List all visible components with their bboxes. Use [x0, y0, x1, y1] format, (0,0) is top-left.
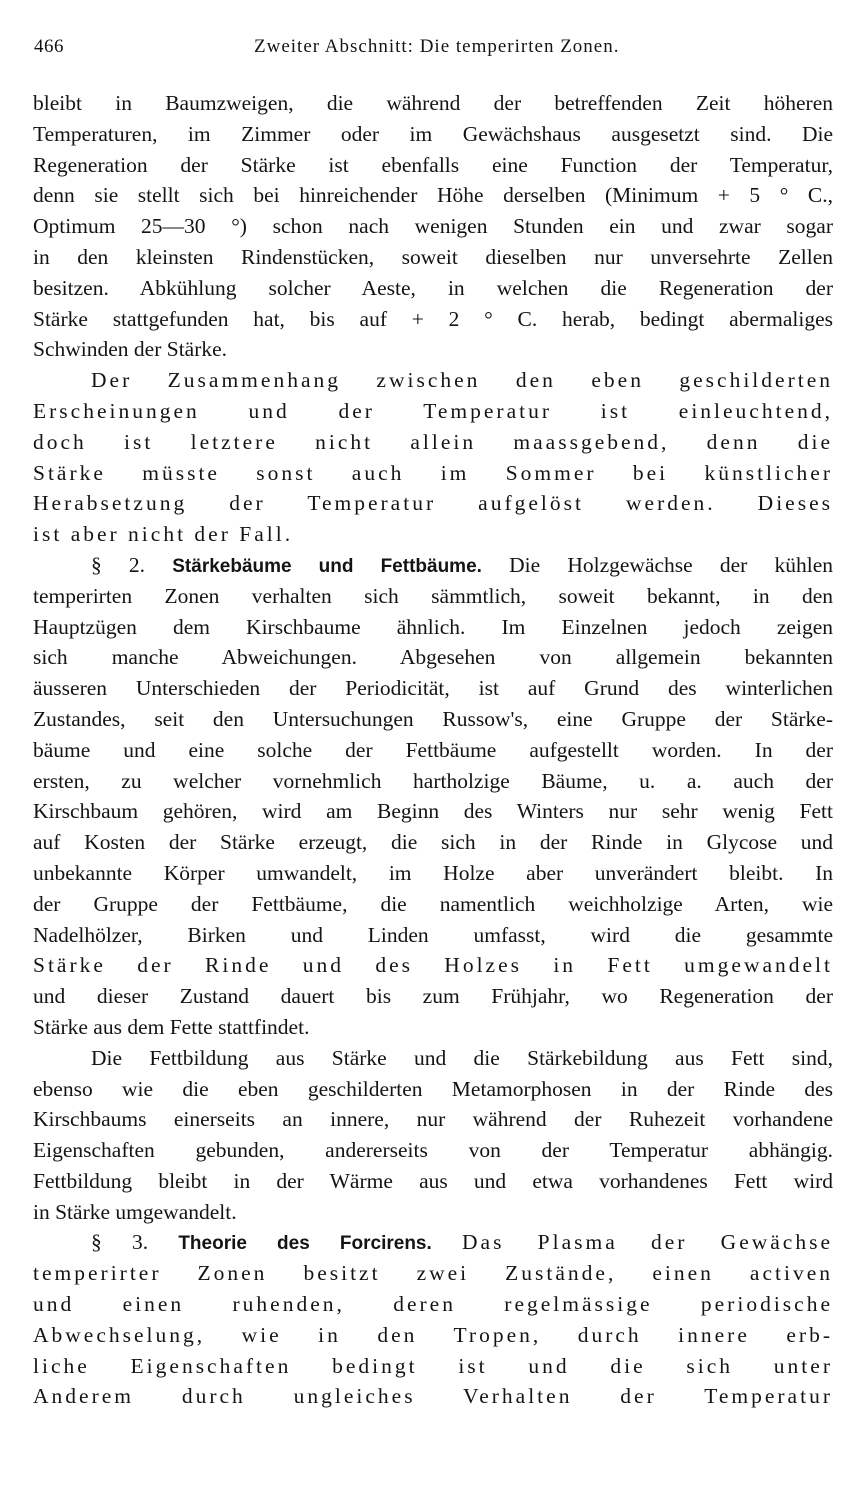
text-line: Nadelhölzer, Birken und Linden umfasst, wird die gesammte [33, 922, 833, 947]
text-line: Abwechselung, wie in den Tropen, durch innere erb- [33, 1322, 833, 1347]
text-line: ist aber nicht der Fall. [33, 522, 294, 547]
text-line: Stärke müsste sonst auch im Sommer bei künstlicher [33, 460, 833, 485]
text-line: ebenso wie die eben geschilderten Metamorphosen in der Rinde des [33, 1076, 833, 1101]
text-line: Eigenschaften gebunden, andererseits von der Temperatur abhängig. [33, 1138, 833, 1163]
section-text: Das Plasma der Gewächse [462, 1230, 833, 1255]
text-line: Regeneration der Stärke ist ebenfalls eine Function der Temperatur, [33, 152, 833, 177]
text-line: auf Kosten der Stärke erzeugt, die sich in der Rinde in Glycose und [33, 830, 833, 855]
text-line: Kirschbaum gehören, wird am Beginn des Winters nur sehr wenig Fett [33, 799, 833, 824]
section-heading: Theorie des Forcirens. [178, 1233, 432, 1255]
text-line: der Gruppe der Fettbäume, die namentlich weichholzige Arten, wie [33, 891, 833, 916]
text-line: ersten, zu welcher vornehmlich hartholzige Bäume, u. a. auch der [33, 768, 833, 793]
text-line: Stärke der Rinde und des Holzes in Fett umgewandelt [33, 953, 833, 978]
text-line: Hauptzügen dem Kirschbaume ähnlich. Im Einzelnen jedoch zeigen [33, 614, 833, 639]
text-line: Anderem durch ungleiches Verhalten der Temperatur [33, 1384, 833, 1409]
text-line: Herabsetzung der Temperatur aufgelöst werden. Dieses [33, 491, 833, 516]
text-line: Fettbildung bleibt in der Wärme aus und etwa vorhandenes Fett wird [33, 1168, 833, 1193]
text-line [33, 1227, 833, 1258]
text-line: denn sie stellt sich bei hinreichender Höhe derselben (Minimum + 5 ° C., [33, 183, 833, 208]
text-line: Stärke aus dem Fette stattfindet. [33, 1014, 310, 1039]
text-line: Zustandes, seit den Untersuchungen Russow's, eine Gruppe der Stärke- [33, 706, 833, 731]
running-head-title: Zweiter Abschnitt: Die temperirten Zonen. [254, 36, 620, 57]
text-line: und dieser Zustand dauert bis zum Frühjahr, wo Regeneration der [33, 984, 833, 1009]
text-line: Stärke stattgefunden hat, bis auf + 2 ° C. herab, bedingt abermaliges [33, 306, 833, 331]
text-line: temperirter Zonen besitzt zwei Zustände, einen activen [33, 1261, 833, 1286]
text-line: sich manche Abweichungen. Abgesehen von allgemein bekannten [33, 645, 833, 670]
text-line: äusseren Unterschieden der Periodicität, ist auf Grund des winterlichen [33, 676, 833, 701]
text-line: bleibt in Baumzweigen, die während der betreffenden Zeit höheren [33, 91, 833, 115]
text-line: Die Fettbildung aus Stärke und die Stärkebildung aus Fett sind, [91, 1045, 833, 1070]
text-line: Der Zusammenhang zwischen den eben geschilderten [91, 368, 833, 393]
text-line: unbekannte Körper umwandelt, im Holze aber unverändert bleibt. In [33, 860, 833, 885]
text-line: und einen ruhenden, deren regelmässige periodische [33, 1292, 833, 1317]
text-line: temperirten Zonen verhalten sich sämmtlich, soweit bekannt, in den [33, 583, 833, 608]
text-line: Temperaturen, im Zimmer oder im Gewächshaus ausgesetzt sind. Die [33, 121, 833, 146]
text-line: bäume und eine solche der Fettbäume aufgestellt worden. In der [33, 737, 833, 762]
section-number: § 3. [91, 1230, 149, 1255]
text-line: doch ist letztere nicht allein maassgebend, denn die [33, 429, 833, 454]
text-line: Kirschbaums einerseits an innere, nur während der Ruhezeit vorhandene [33, 1107, 833, 1132]
section-heading: Stärkebäume und Fettbäume. [172, 555, 482, 577]
text-line: liche Eigenschaften bedingt ist und die sich unter [33, 1353, 833, 1378]
text-line: in Stärke umgewandelt. [33, 1199, 237, 1224]
body-text [33, 88, 833, 1412]
text-line: Erscheinungen und der Temperatur ist einleuchtend, [33, 398, 833, 423]
text-line: in den kleinsten Rindenstücken, soweit dieselben nur unversehrte Zellen [33, 244, 833, 269]
section-text: Die Holzgewächse der kühlen [509, 552, 833, 577]
section-number: § 2. [91, 552, 146, 577]
text-line [33, 550, 833, 581]
text-line: besitzen. Abkühlung solcher Aeste, in welchen die Regeneration der [33, 275, 833, 300]
text-line: Schwinden der Stärke. [33, 337, 228, 362]
running-head [34, 36, 834, 62]
page-number: 466 [34, 36, 64, 57]
text-line: Optimum 25—30 °) schon nach wenigen Stunden ein und zwar sogar [33, 214, 833, 239]
